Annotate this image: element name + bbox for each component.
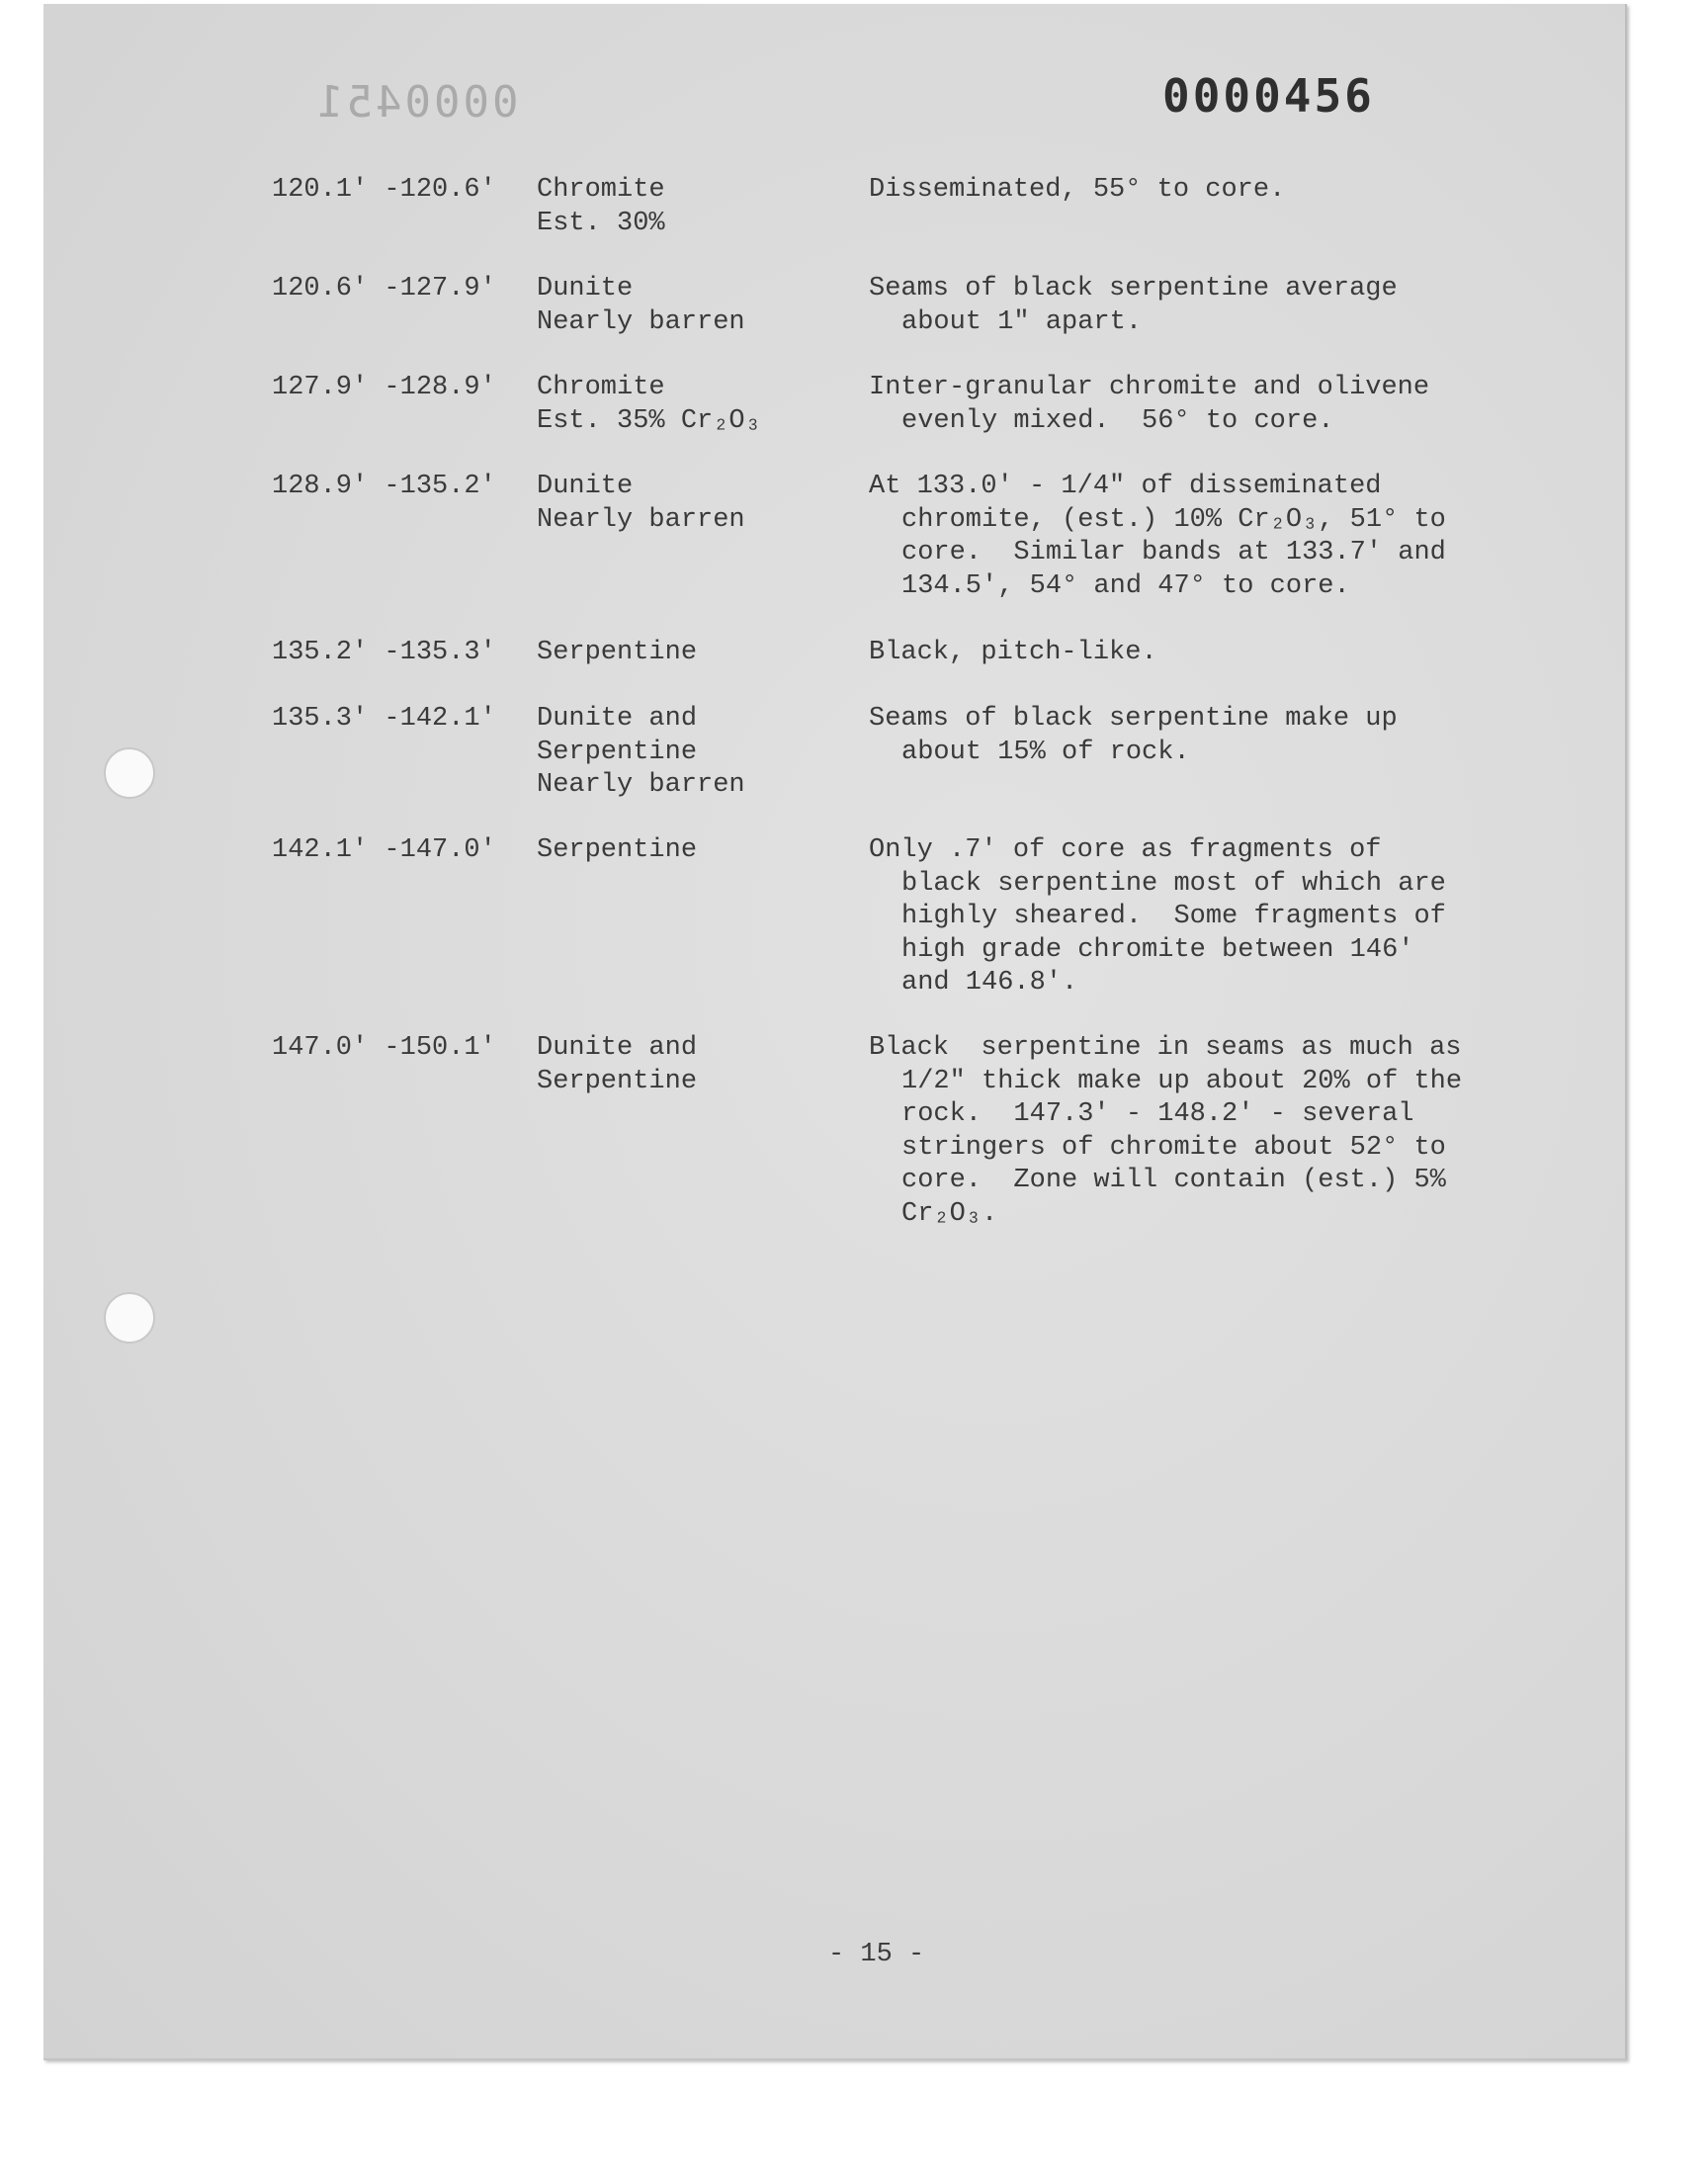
rock-type-line: Est. 35% Cr₂O₃ [537,405,761,436]
depth-interval: 135.3' -142.1' [272,704,496,734]
rock-type [537,273,863,339]
rock-type [537,372,863,438]
description-line: about 15% of rock. [901,737,1190,767]
description-line: Seams of black serpentine make up [869,704,1398,734]
punch-hole-upper [104,747,155,799]
rock-type-line: Chromite [537,175,665,205]
rock-type-line: Serpentine [537,835,698,865]
description-line: 1/2" thick make up about 20% of the [901,1066,1463,1096]
description-line: Only .7' of core as fragments of [869,835,1382,865]
description-line: evenly mixed. 56° to core. [901,405,1334,436]
rock-type [537,703,863,803]
rock-type-line: Chromite [537,373,665,402]
description [869,637,1501,670]
rock-type-line: Dunite [537,274,634,304]
rock-type [537,471,863,537]
rock-type-line: Dunite [537,472,634,501]
description-line: high grade chromite between 146' [901,934,1414,965]
rock-type-line: Serpentine [537,638,698,667]
depth-interval: 135.2' -135.3' [272,638,496,667]
description [869,174,1501,208]
description [869,372,1501,438]
description-line: Seams of black serpentine average [869,274,1398,304]
rock-type-line: Nearly barren [537,504,745,535]
description [869,703,1501,769]
description [869,834,1501,1000]
description-line: highly sheared. Some fragments of [901,902,1446,931]
depth-interval: 120.6' -127.9' [272,274,496,304]
rock-type-line: Nearly barren [537,306,745,337]
depth-interval: 120.1' -120.6' [272,175,496,205]
description-line: core. Similar bands at 133.7' and [901,538,1446,567]
page-number: - 15 - [828,1940,925,1969]
description-line: Disseminated, 55° to core. [869,175,1286,205]
depth-interval: 142.1' -147.0' [272,835,496,865]
document-id-stamp: 0000456 [1162,69,1375,123]
description-line: 134.5', 54° and 47° to core. [901,570,1350,601]
description-line: Black serpentine in seams as much as [869,1033,1462,1063]
depth-interval: 127.9' -128.9' [272,373,496,402]
description-line: At 133.0' - 1/4" of disseminated [869,472,1382,501]
rock-type-line: Dunite and [537,704,698,734]
rock-type-line: Serpentine [537,1066,698,1096]
rock-type [537,174,863,240]
description-line: Inter-granular chromite and olivene [869,373,1430,402]
depth-interval: 128.9' -135.2' [272,472,496,501]
depth-interval: 147.0' -150.1' [272,1033,496,1063]
description-line: rock. 147.3' - 148.2' - several [901,1099,1414,1129]
rock-type-line: Dunite and [537,1033,698,1063]
description-line: Cr₂O₃. [901,1198,998,1229]
description-line: core. Zone will contain (est.) 5% [901,1166,1446,1195]
rock-type-line: Serpentine [537,737,698,767]
description [869,273,1501,339]
punch-hole-lower [104,1292,155,1344]
description [869,1032,1501,1231]
rock-type [537,637,863,670]
description-line: and 146.8'. [901,968,1078,998]
description-line: about 1" apart. [901,306,1143,337]
rock-type [537,1032,863,1098]
description-line: Black, pitch-like. [869,638,1157,667]
rock-type-line: Est. 30% [537,208,665,238]
rock-type-line: Nearly barren [537,770,745,800]
description-line: black serpentine most of which are [901,868,1446,899]
description-line: chromite, (est.) 10% Cr₂O₃, 51° to [901,504,1446,535]
description-line: stringers of chromite about 52° to [901,1132,1446,1163]
rock-type [537,834,863,868]
description [869,471,1501,603]
bleed-through-stamp: 0000451 [314,77,519,128]
